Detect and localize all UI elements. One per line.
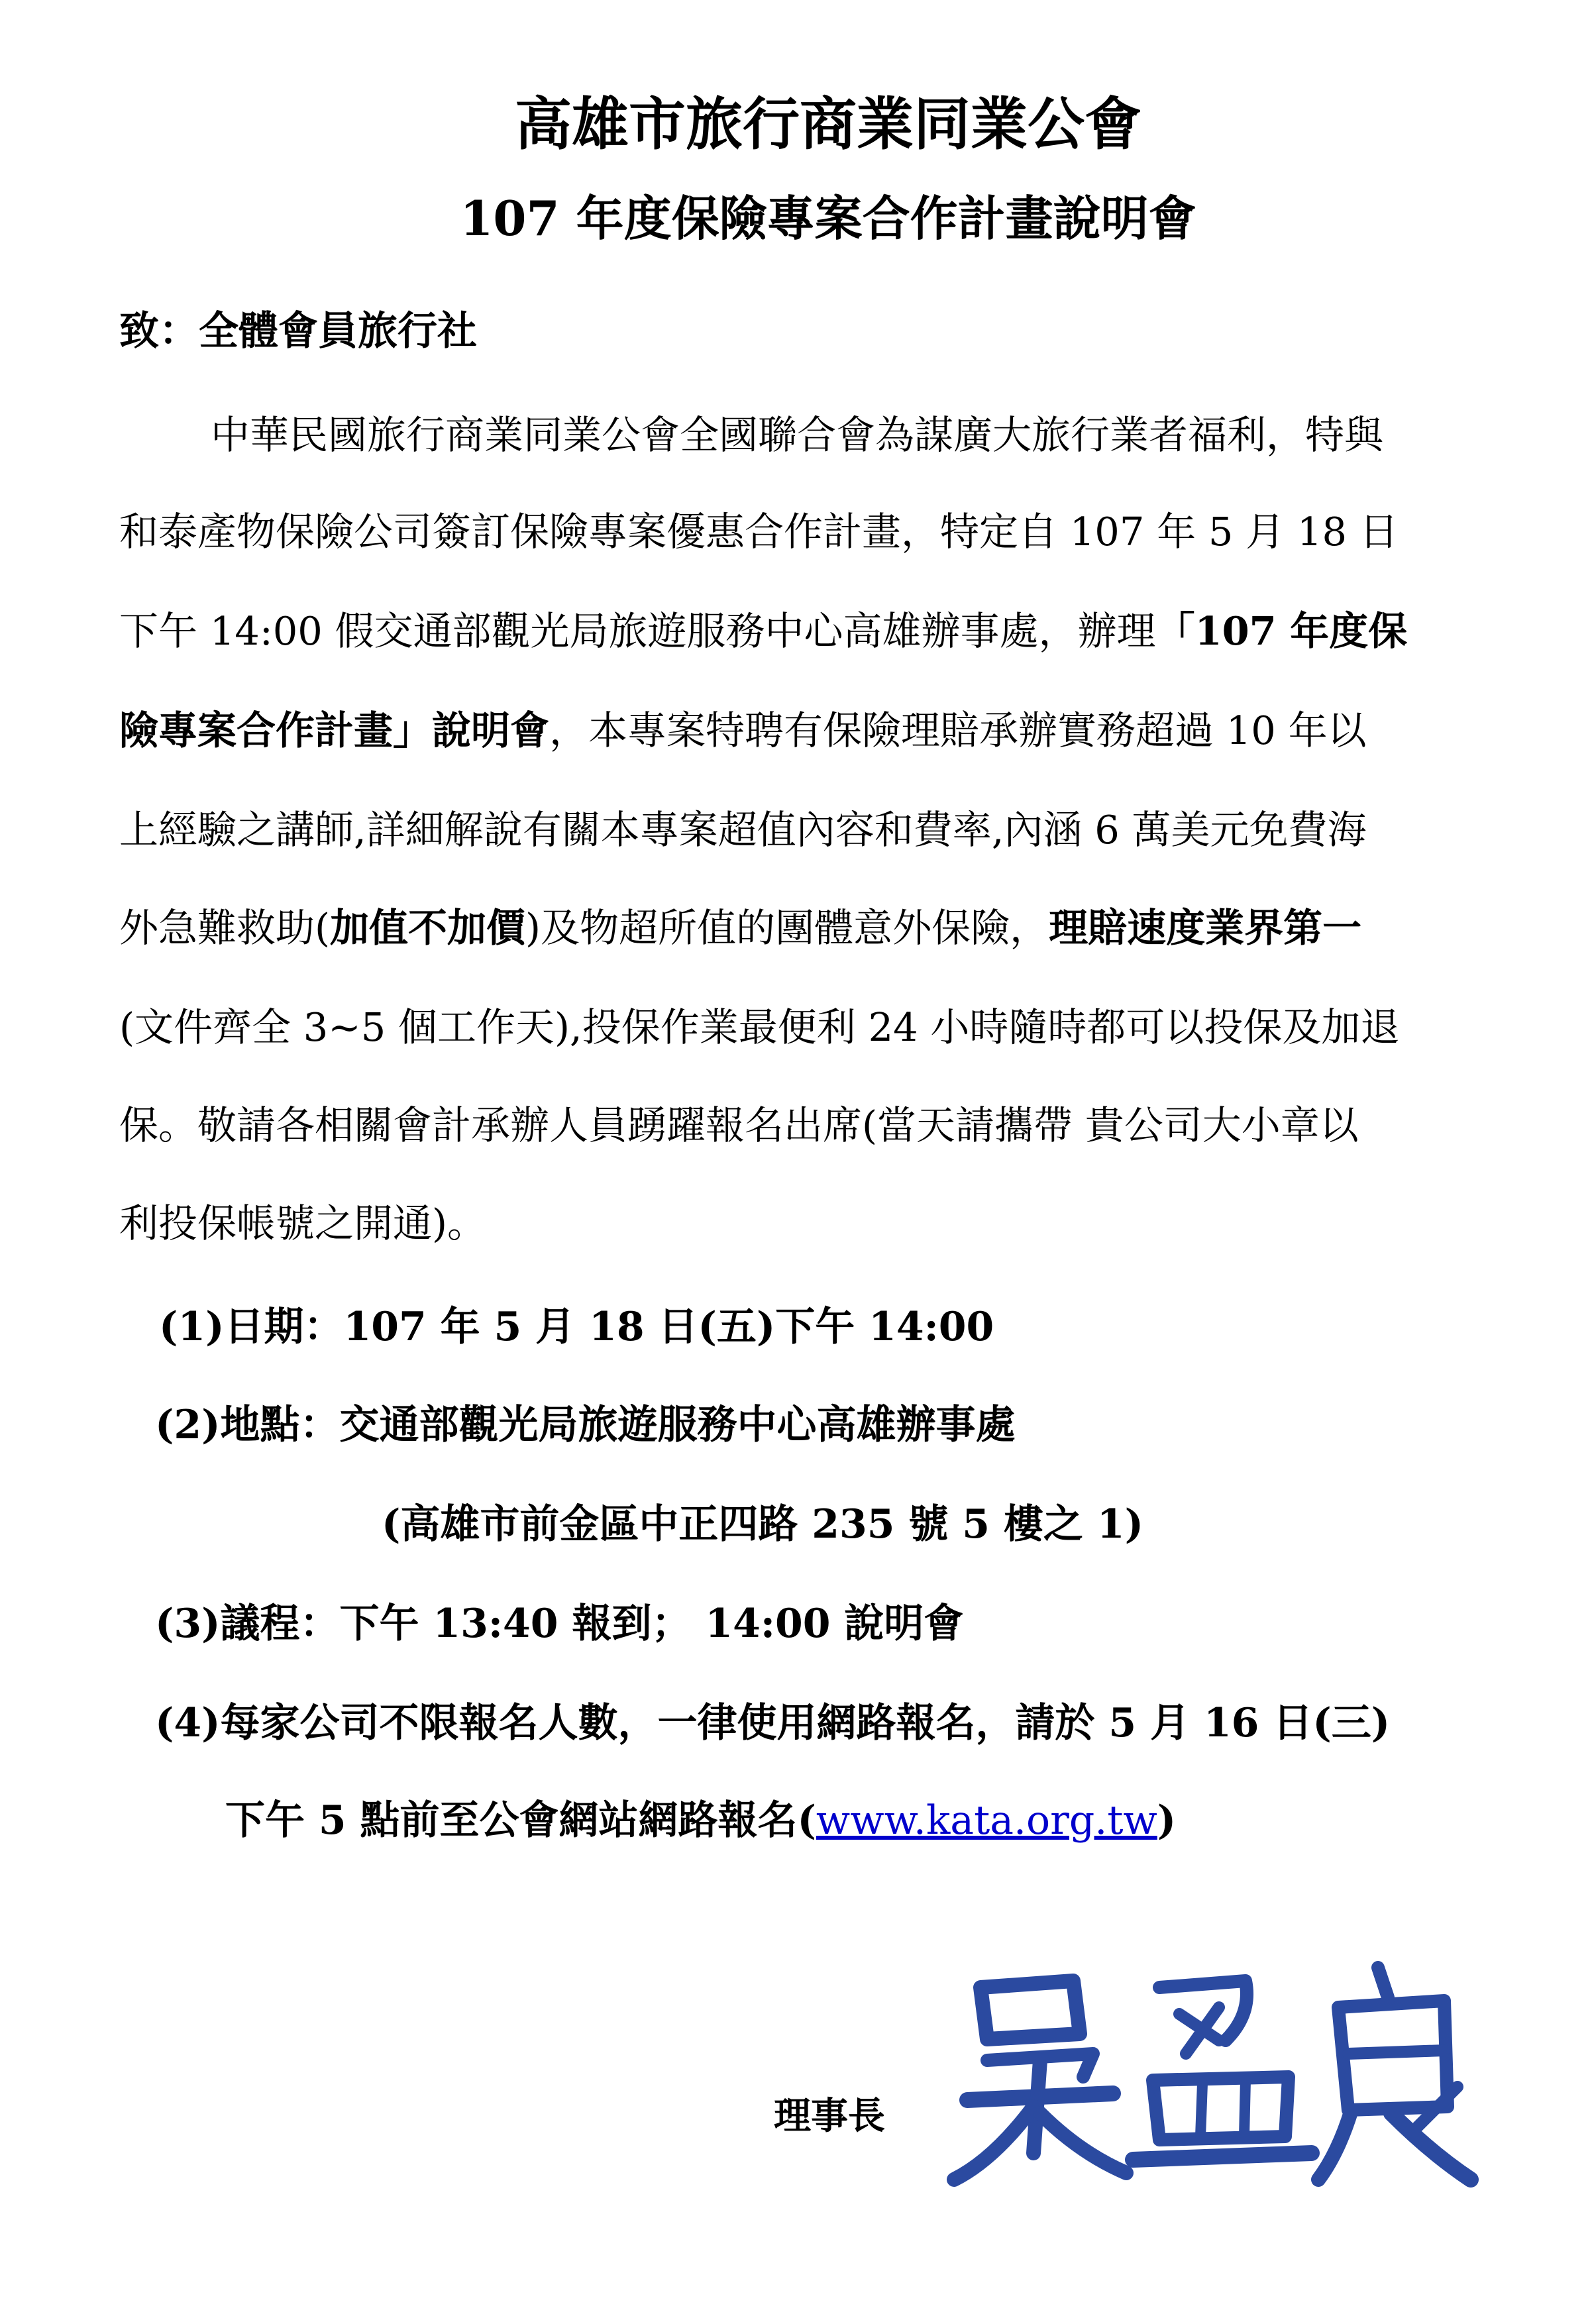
body-line-8: 保。敬請各相關會計承辦人員踴躍報名出席(當天請攜帶 貴公司大小章以 [119, 1102, 1359, 1148]
chairman-signature [941, 1961, 1484, 2199]
body-line-6 [119, 902, 1361, 955]
item-registration-continued [225, 1789, 1176, 1846]
body-line-6-bold-b: 理賠速度業界第一 [1049, 905, 1362, 951]
registration-website-link[interactable]: www.kata.org.tw [816, 1797, 1157, 1844]
body-line-6-bold-a: 加值不加價 [330, 905, 526, 951]
chairman-label: 理事長 [774, 2094, 885, 2138]
item-agenda: (3)議程：下午 13:40 報到； 14:00 說明會 [155, 1601, 964, 1647]
item-registration: (4)每家公司不限報名人數，一律使用網路報名，請於 5 月 16 日(三) [155, 1700, 1391, 1746]
registration-text-end: ) [1157, 1797, 1177, 1844]
body-line-4-bold: 險專案合作計畫」說明會 [119, 708, 550, 753]
item-date: (1)日期：107 年 5 月 18 日(五)下午 14:00 [159, 1304, 994, 1350]
body-line-4-text: ，本專案特聘有保險理賠承辦實務超過 10 年以 [549, 708, 1367, 753]
body-line-3-text: 下午 14:00 假交通部觀光局旅遊服務中心高雄辦事處，辦理 [119, 608, 1156, 654]
registration-text: 下午 5 點前至公會網站網路報名( [225, 1797, 816, 1844]
body-line-6-text-b: )及物超所值的團體意外保險， [525, 905, 1049, 951]
addressee: 致：全體會員旅行社 [119, 308, 477, 354]
item-venue: (2)地點：交通部觀光局旅遊服務中心高雄辦事處 [155, 1402, 1016, 1448]
document-subtitle: 107 年度保險專案合作計畫說明會 [460, 190, 1196, 246]
body-line-1: 中華民國旅行商業同業公會全國聯合會為謀廣大旅行業者福利，特與 [211, 412, 1384, 458]
body-line-2: 和泰產物保險公司簽訂保險專案優惠合作計畫，特定自 107 年 5 月 18 日 [119, 509, 1399, 555]
body-line-7: (文件齊全 3~5 個工作天),投保作業最便利 24 小時隨時都可以投保及加退 [119, 1004, 1400, 1050]
body-line-9: 利投保帳號之開通)。 [119, 1200, 487, 1246]
body-line-4 [119, 704, 1367, 757]
body-line-6-text-a: 外急難救助( [119, 905, 331, 951]
item-address: (高雄市前金區中正四路 235 號 5 樓之 1) [382, 1501, 1143, 1548]
body-line-3-bold: 「107 年度保 [1155, 608, 1408, 654]
document-title: 高雄市旅行商業同業公會 [515, 91, 1141, 158]
body-line-3 [119, 605, 1407, 658]
body-line-5: 上經驗之講師,詳細解說有關本專案超值內容和費率,內涵 6 萬美元免費海 [119, 807, 1367, 853]
